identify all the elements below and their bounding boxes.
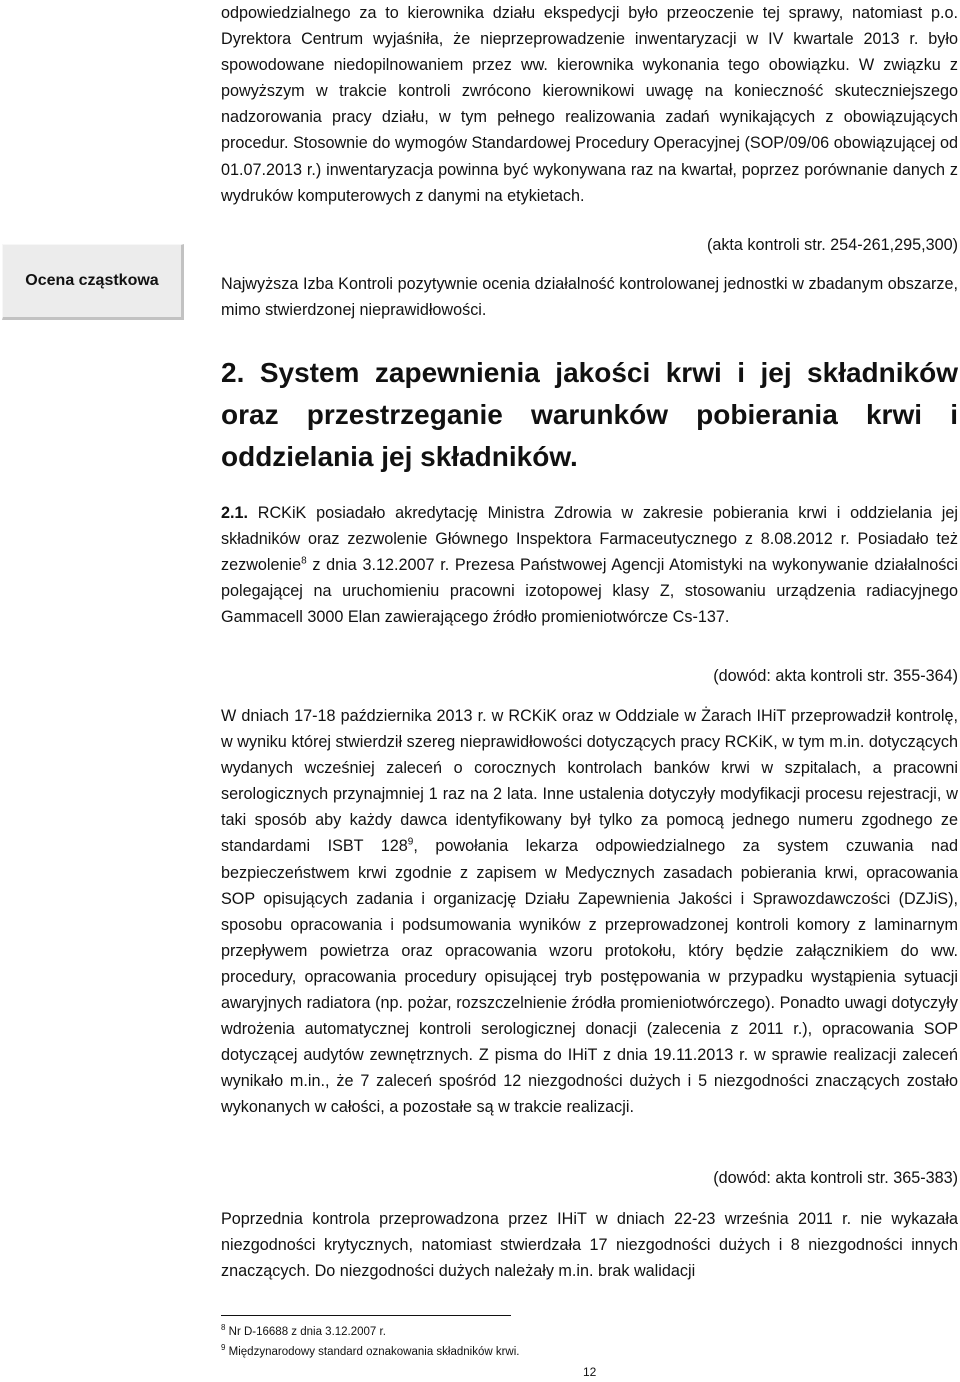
paragraph-2-1: [221, 500, 958, 630]
paragraph-ihit-text-a: W dniach 17-18 października 2013 r. w RCKiK oraz w Oddziale w Żarach IHiT przeprowadził kontrolę, w wyniku której stwierdził szereg nieprawidłowości dotyczących pracy RCKiK, w tym m.in. dotyczących wydanych wcześniej zaleceń o corocznych kontrolach banków krwi w szpitalach, a pracowni serologicznych przynajmniej 1 raz na 2 lata. Inne ustalenia dotyczyły modyfikacji procesu rejestracji, w taki sposób aby każdy dawca identyfikowany był tylko za pomocą jednego numeru zgodnego ze standardami ISBT 128: [221, 707, 958, 856]
paragraph-inventory: odpowiedzialnego za to kierownika działu ekspedycji było przeoczenie tej sprawy, natomiast p.o. Dyrektora Centrum wyjaśniła, że nieprzeprowadzenie inwentaryzacji w IV kwartale 2013 r. było spowodowane niedopilnowaniem przez ww. kierownika wykonania tego obowiązku. W związku z powyższym w trakcie kontroli zwrócono kierownikowi uwagę na konieczność skuteczniejszego nadzorowania pracy działu, w tym pełnego realizowania zadań wynikających z obowiązujących procedur. Stosownie do wymogów Standardowej Procedury Operacyjnej (SOP/09/06 obowiązującej od 01.07.2013 r.) inwentaryzacja powinna być wykonywana raz na kwartał, poprzez porównanie danych z wydruków komputerowych z danymi na etykietach.: [221, 4, 958, 205]
footnote-8: [221, 1325, 386, 1339]
evidence-note-2: (dowód: akta kontroli str. 355-364): [713, 667, 958, 685]
footnote-text: Nr D-16688 z dnia 3.12.2007 r.: [225, 1326, 386, 1338]
paragraph-2-1-text-a: RCKiK posiadało akredytację Ministra Zdrowia w zakresie pobierania krwi i oddzielania jej składników oraz zezwolenie Głównego Inspektora Farmaceutycznego z 8.08.2012 r. Posiadało też zezwolenie: [221, 504, 958, 575]
partial-assessment-label: Ocena cząstkowa: [2, 244, 184, 320]
footnote-text: Międzynarodowy standard oznakowania składników krwi.: [225, 1346, 520, 1358]
footnote-ref-8: 8: [301, 555, 307, 567]
footnote-ref-9: 9: [407, 837, 414, 849]
page-number: 12: [583, 1365, 597, 1379]
paragraph-2-1-text-b: z dnia 3.12.2007 r. Prezesa Państwowej Agencji Atomistyki na wykonywanie działalności polegającej na uruchomieniu pracowni izotopowej klasy Z, stosowaniu urządzenia radiacyjnego Gammacell 3000 Elan zawierającego źródło promieniotwórcze Cs-137.: [221, 556, 958, 627]
paragraph-ihit-control: [221, 703, 958, 1121]
evidence-note-3: (dowód: akta kontroli str. 365-383): [713, 1169, 958, 1187]
footnote-separator: [221, 1315, 511, 1316]
evidence-note-1: (akta kontroli str. 254-261,295,300): [706, 236, 958, 254]
paragraph-previous-control: Poprzednia kontrola przeprowadzona przez IHiT w dniach 22-23 września 2011 r. nie wykazała niezgodności krytycznych, natomiast stwierdzała 17 niezgodności dużych i 8 niezgodności innych znaczących. Do niezgodności dużych należały m.in. brak walidacji: [221, 1210, 958, 1281]
paragraph-assessment: Najwyższa Izba Kontroli pozytywnie ocenia działalność kontrolowanej jednostki w zbadanym obszarze, mimo stwierdzonej nieprawidłowości.: [221, 275, 958, 320]
paragraph-number: 2.1.: [221, 504, 249, 522]
footnote-number: 9: [221, 1343, 226, 1353]
footnote-9: [221, 1345, 519, 1359]
paragraph-ihit-text-b: , powołania lekarza odpowiedzialnego za system czuwania nad bezpieczeństwem krwi zgodnie z zapisem w Medycznych zasadach pobierania krwi, opracowania SOP opisujących zadania i organizację Działu Zapewnienia Jakości i Sprawozdawczości (DZJiS), sposobu opracowania i podsumowania wyników z przeprowadzonej kontroli komory z laminarnym przepływem powietrza oraz opracowania wzoru protokołu, który będzie załącznikiem do ww. procedury, opracowania procedury opisującej tryb postępowania w przypadku wystąpienia sytuacji awaryjnych radiatora (np. pożar, rozszczelnienie źródła promieniotwórczego). Ponadto uwagi dotyczyły wdrożenia automatycznej kontroli serologicznej donacji (zalecenia z 2011 r.), opracowania SOP dotyczącej audytów zewnętrznych. Z pisma do IHiT z dnia 19.11.2013 r. w sprawie realizacji zaleceń wynikało m.in., że 7 zaleceń spośród 12 niezgodności dużych i 5 niezgodności znaczących zostało wykonanych w całości, a pozostałe są w trakcie realizacji.: [221, 837, 958, 1117]
section-heading: 2. System zapewnienia jakości krwi i jej składników oraz przestrzeganie warunków pobierania krwi i oddzielania jej składników.: [221, 357, 958, 472]
footnote-number: 8: [221, 1323, 226, 1333]
